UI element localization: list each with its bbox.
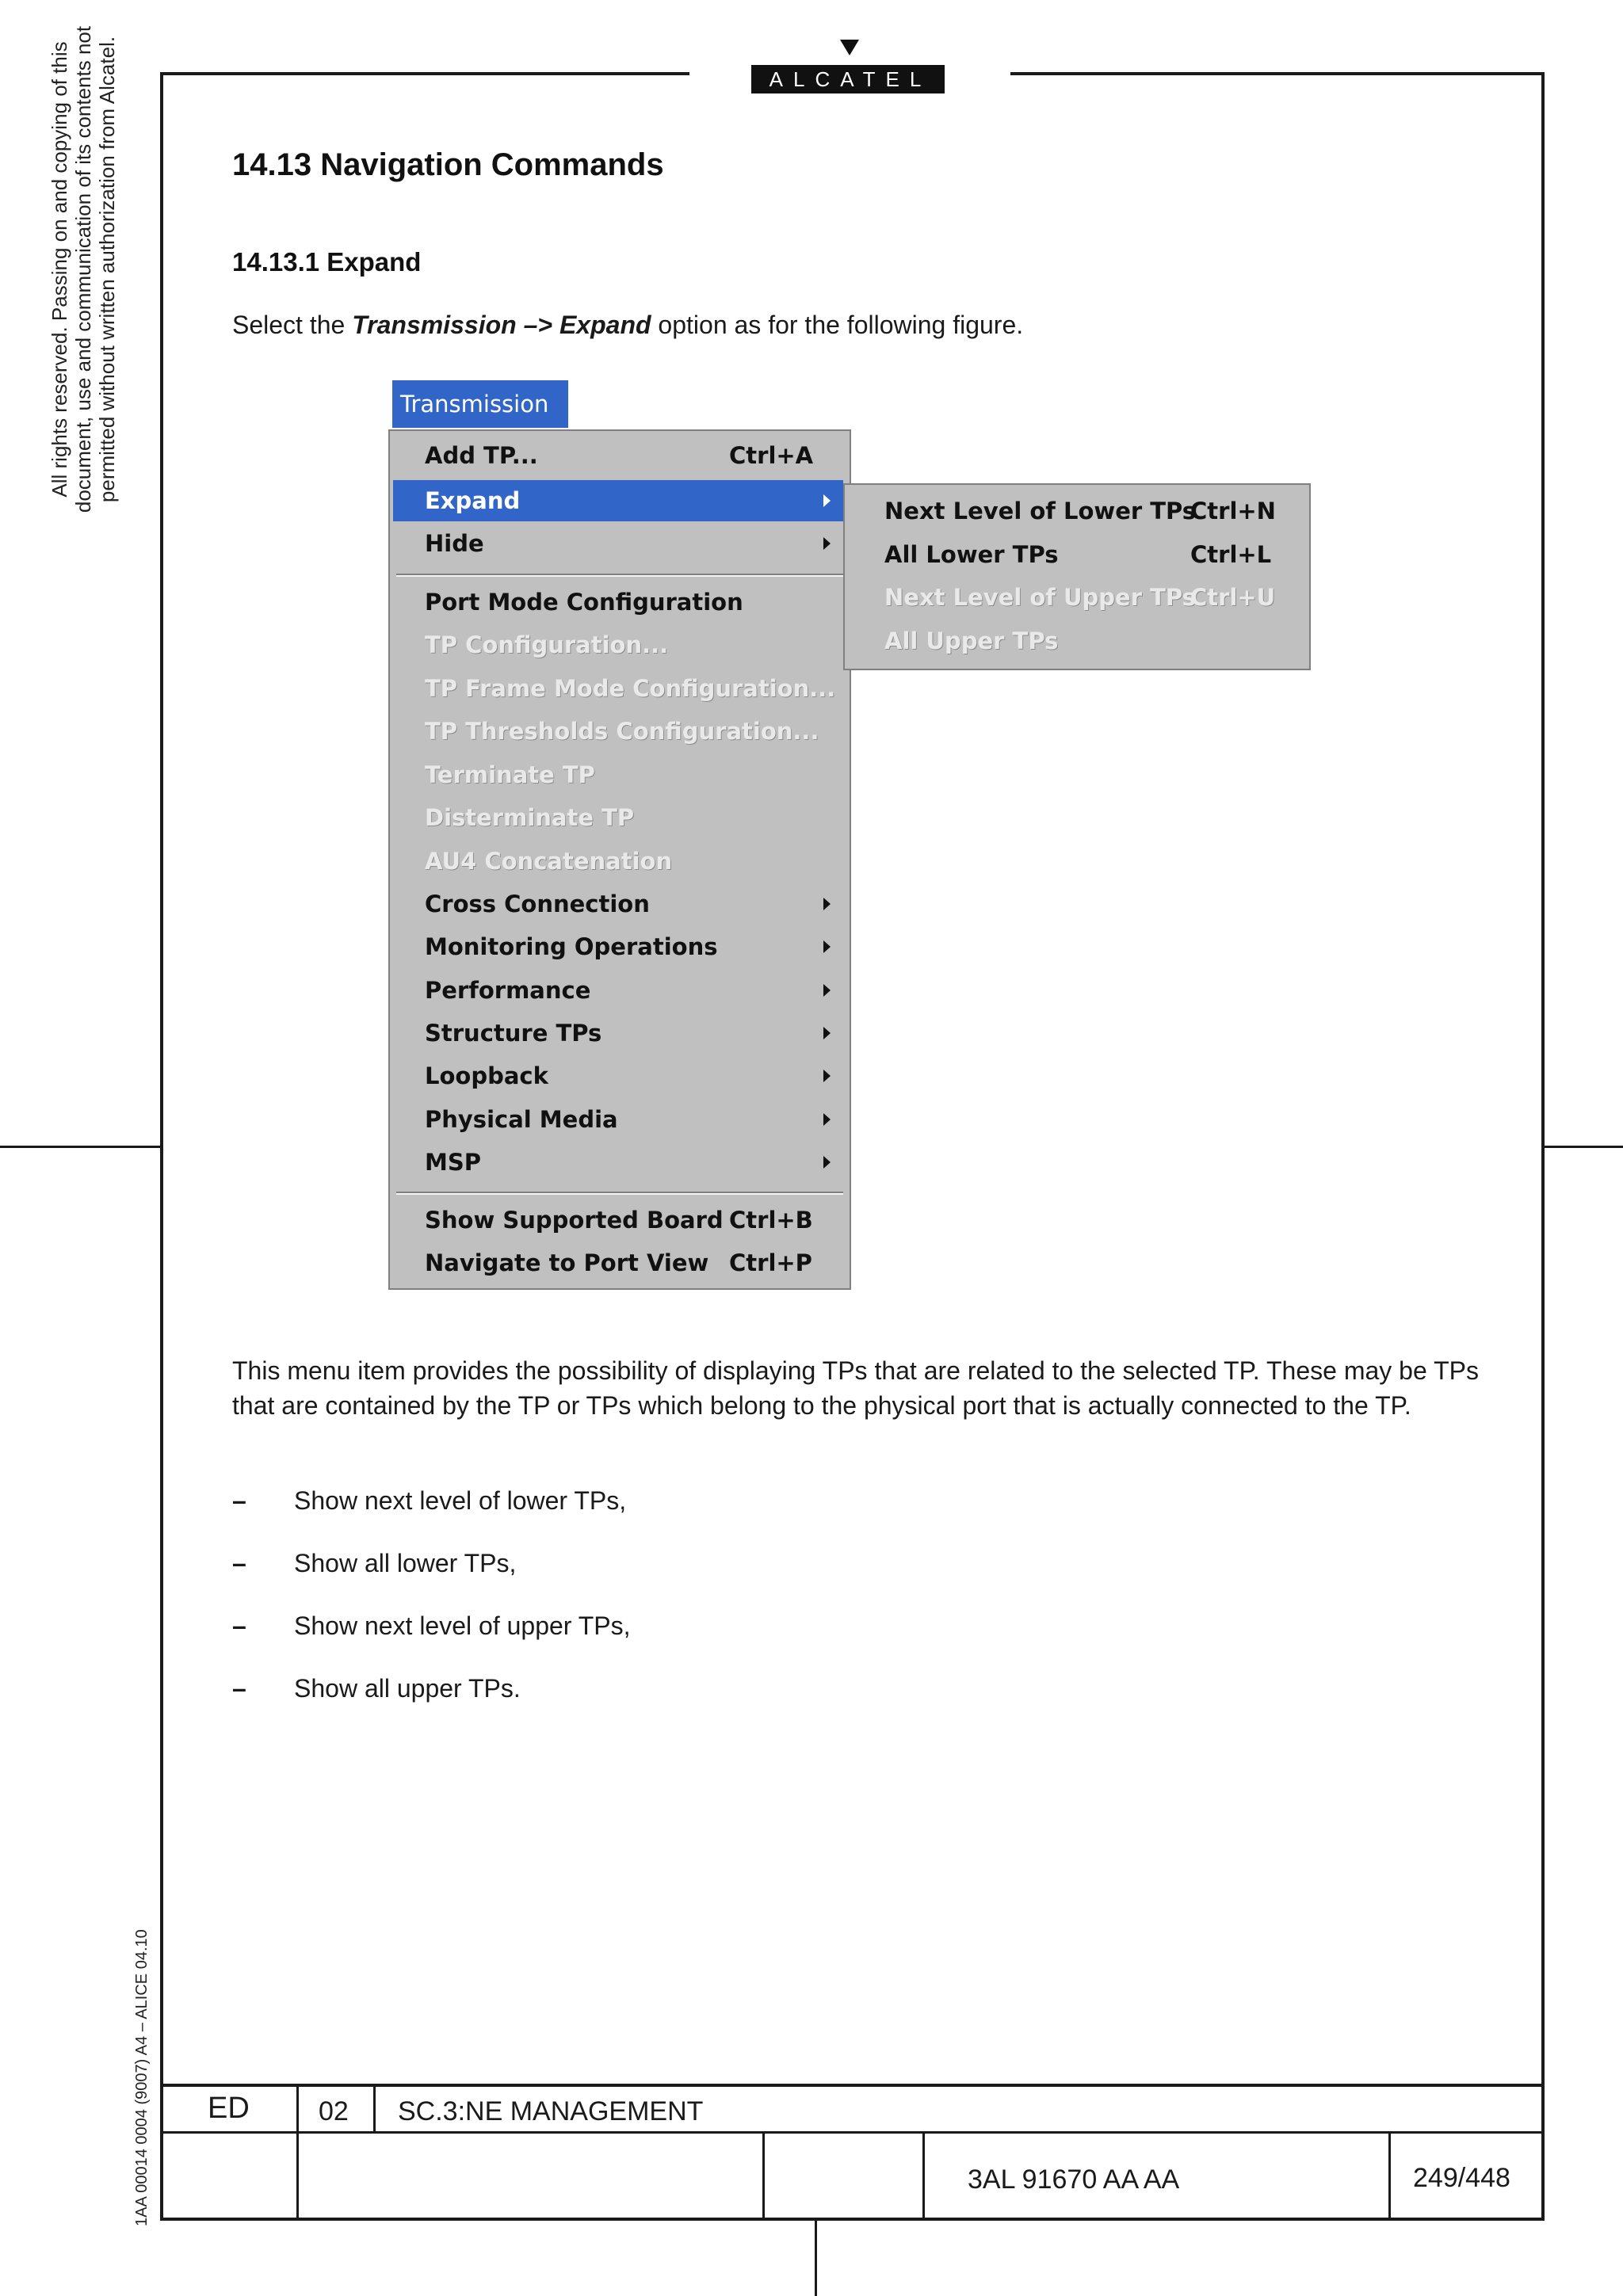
submenu-item-shortcut: Ctrl+U — [1190, 584, 1276, 611]
frame-top-right — [1010, 72, 1545, 75]
footer-line-mid — [160, 2131, 1545, 2134]
submenu-item-all-lower[interactable] — [845, 534, 1309, 575]
menu-item-label: Structure TPs — [425, 1020, 602, 1047]
menu-item-label: Port Mode Configuration — [425, 589, 743, 616]
submenu-arrow-icon — [823, 984, 831, 997]
bullet-item: – Show next level of lower TPs, — [232, 1486, 627, 1515]
submenu-item-all-upper — [845, 620, 1309, 662]
menu-separator — [396, 1192, 843, 1195]
menu-item-structure-tps[interactable] — [390, 1013, 843, 1054]
menu-item-label: Physical Media — [425, 1106, 618, 1133]
copyright-notice: All rights reserved. Passing on and copying of this document, use and communication of its contents not permitted without written authorization from Alcatel. — [48, 25, 119, 513]
footer-ed-label: ED — [208, 2092, 250, 2125]
menu-item-label: Show Supported Board — [425, 1207, 724, 1234]
menu-item-loopback[interactable] — [390, 1055, 843, 1097]
menu-separator — [396, 574, 843, 577]
menu-item-label: Expand — [425, 487, 521, 514]
transmission-menu-title[interactable]: Transmission — [392, 380, 568, 428]
submenu-arrow-icon — [823, 1113, 831, 1126]
section-title: 14.13 Navigation Commands — [232, 147, 664, 182]
footer-divider — [762, 2131, 765, 2221]
menu-item-label: Terminate TP — [425, 761, 595, 788]
menu-item-label: Disterminate TP — [425, 804, 635, 831]
frame-top-left — [160, 72, 689, 75]
subsection-title: 14.13.1 Expand — [232, 247, 422, 277]
menu-item-shortcut: Ctrl+P — [729, 1249, 812, 1276]
menu-item-label: TP Frame Mode Configuration... — [425, 675, 836, 702]
menu-item-monitoring-operations[interactable] — [390, 926, 843, 967]
bullet-item: – Show next level of upper TPs, — [232, 1611, 631, 1640]
menu-item-label: Hide — [425, 530, 484, 557]
submenu-item-shortcut: Ctrl+L — [1190, 541, 1272, 568]
menu-item-shortcut: Ctrl+B — [729, 1207, 813, 1234]
submenu-item-next-level-upper — [845, 577, 1309, 618]
menu-item-label: AU4 Concatenation — [425, 848, 673, 875]
footer-divider — [296, 2084, 299, 2221]
submenu-arrow-icon — [823, 537, 831, 550]
menu-item-label: Navigate to Port View — [425, 1249, 709, 1276]
footer-divider — [1388, 2131, 1391, 2221]
menu-item-label: TP Configuration... — [425, 631, 669, 658]
bullet-item: – Show all upper TPs. — [232, 1674, 521, 1703]
submenu-item-label: All Upper TPs — [884, 627, 1059, 654]
submenu-arrow-icon — [823, 940, 831, 953]
description-paragraph: This menu item provides the possibility of displaying TPs that are related to the selected TP. These may be TPs that are contained by the TP or TPs which belong to the physical port that is actually connected to the TP. — [232, 1356, 1479, 1420]
submenu-item-label: Next Level of Upper TPs — [884, 584, 1196, 611]
bottom-center-tick — [815, 2221, 817, 2296]
menu-item-tp-thresholds-configuration — [390, 711, 850, 752]
transmission-menu — [388, 429, 851, 1290]
menu-item-performance[interactable] — [390, 970, 843, 1011]
menu-item-physical-media[interactable] — [390, 1099, 843, 1140]
intro-emphasis: Transmission –> Expand — [352, 311, 651, 339]
margin-tick-left — [0, 1146, 160, 1148]
submenu-arrow-icon — [823, 1070, 831, 1082]
menu-item-port-mode-configuration[interactable] — [390, 582, 850, 623]
menu-item-hide[interactable] — [390, 523, 843, 564]
intro-before: Select the — [232, 311, 353, 339]
menu-item-label: Cross Connection — [425, 891, 650, 917]
form-code: 1AA 00014 0004 (9007) A4 – ALICE 04.10 — [133, 1929, 151, 2226]
margin-tick-right — [1545, 1146, 1623, 1148]
footer-ed-value: 02 — [319, 2096, 349, 2126]
menu-item-label: TP Thresholds Configuration... — [425, 718, 819, 745]
alcatel-logo: ALCATEL — [751, 65, 945, 93]
footer-line-top — [160, 2084, 1545, 2087]
intro-paragraph — [232, 307, 1468, 342]
menu-item-tp-frame-mode-configuration — [390, 668, 850, 709]
footer-section-name: SC.3:NE MANAGEMENT — [398, 2096, 704, 2126]
menu-item-cross-connection[interactable] — [390, 883, 843, 925]
menu-item-label: Performance — [425, 977, 591, 1004]
menu-item-expand[interactable] — [393, 480, 843, 521]
menu-item-shortcut: Ctrl+A — [729, 442, 814, 469]
menu-item-add-tp[interactable] — [390, 435, 850, 476]
menu-item-au4-concatenation — [390, 841, 850, 882]
expand-submenu — [843, 483, 1311, 670]
menu-item-navigate-to-port-view[interactable] — [390, 1242, 850, 1283]
logo-arrow-icon — [840, 40, 859, 55]
submenu-item-label: Next Level of Lower TPs — [884, 498, 1197, 524]
menu-item-label: Loopback — [425, 1062, 548, 1089]
menu-item-disterminate-tp — [390, 797, 850, 838]
bullet-item: – Show all lower TPs, — [232, 1549, 517, 1577]
footer-line-bottom — [160, 2218, 1545, 2221]
menu-item-terminate-tp — [390, 754, 850, 795]
menu-item-label: MSP — [425, 1149, 481, 1176]
submenu-arrow-icon — [823, 1027, 831, 1039]
frame-left — [160, 72, 163, 2221]
submenu-item-label: All Lower TPs — [884, 541, 1059, 568]
menu-item-label: Add TP... — [425, 442, 538, 469]
menu-item-tp-configuration — [390, 624, 850, 666]
menu-item-label: Monitoring Operations — [425, 933, 718, 960]
submenu-arrow-icon — [823, 494, 831, 507]
footer-divider — [922, 2131, 925, 2221]
submenu-arrow-icon — [823, 898, 831, 910]
submenu-arrow-icon — [823, 1156, 831, 1169]
submenu-item-next-level-lower[interactable] — [845, 490, 1309, 532]
menu-item-show-supported-board[interactable] — [390, 1199, 850, 1241]
menu-item-msp[interactable] — [390, 1142, 843, 1183]
submenu-item-shortcut: Ctrl+N — [1190, 498, 1276, 524]
footer-page-number: 249/448 — [1413, 2163, 1510, 2193]
footer-doc-code: 3AL 91670 AA AA — [968, 2164, 1180, 2195]
footer-divider — [373, 2084, 376, 2133]
intro-after: option as for the following figure. — [651, 311, 1024, 339]
